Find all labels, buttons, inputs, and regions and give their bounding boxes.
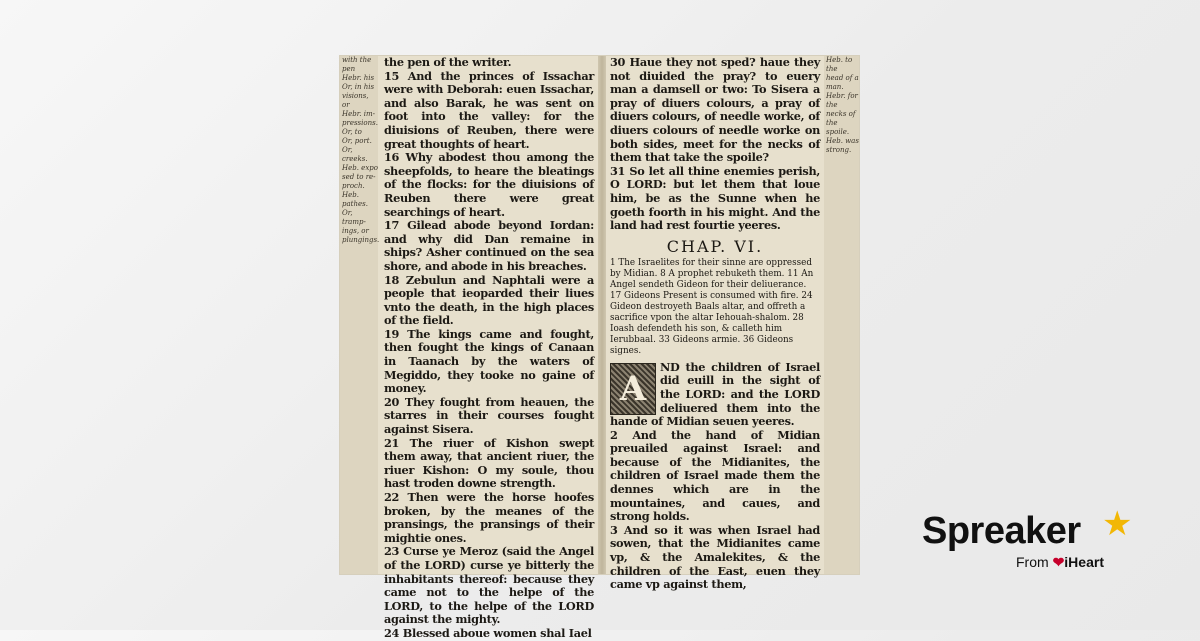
margin-note: the necks of — [826, 101, 856, 118]
verse: 23 Curse ye Meroz (said the Angel of the LORD) curse ye bitterly the inhabitants thereof: because they came not to the helpe of the LORD, to the helpe of the LORD against the mighty. — [384, 544, 594, 627]
verse: 15 And the princes of Issachar were with Deborah: euen Issachar, and also Barak, he was sent on foot into the valley: for the diuisions of Reuben, there were great thoughts of heart. — [384, 68, 594, 151]
verse: 31 So let all thine enemies perish, O LORD: but let them that loue him, be as the Sunne when he goeth foorth in his might. And the land had rest fourtie yeeres. — [610, 163, 820, 233]
right-margin-notes — [824, 56, 859, 574]
dropcap-letter: A — [610, 363, 656, 415]
logo-brand: Spreaker — [922, 510, 1081, 552]
margin-note: Hebr. his — [342, 74, 375, 82]
margin-note: the spoile. — [826, 119, 850, 136]
bible-page-photo — [340, 55, 859, 640]
verse: 18 Zebulun and Naphtali were a people that ieoparded their liues vnto the death, in the high places of the field. — [384, 272, 594, 328]
margin-note: man. — [826, 83, 844, 91]
logo-from: From — [1016, 554, 1049, 570]
margin-note: proch. — [342, 182, 365, 190]
chapter-title: CHAP. VI. — [666, 236, 764, 256]
chapter-summary: 1 The Israelites for their sinne are oppressed by Midian. 8 A prophet rebuketh them. 11 An Angel sendeth Gideon for their deliuerance. 17 Gideons Present is consumed with fire. 24 Gideon destroyeth Baals altar, and offreth a sacrifice vpon the altar Iehouah-shalom. 28 Ioash defendeth his son, & calleth him Ierubbaal. 33 Gideons armie. 36 Gideons signes. — [610, 257, 814, 356]
margin-note: Hebr. for — [826, 92, 858, 100]
margin-note: ings, or — [342, 227, 369, 235]
verse: 24 Blessed aboue women shal Iael — [384, 625, 592, 640]
margin-note: head of a — [826, 74, 859, 82]
margin-note: Heb. to the — [826, 56, 853, 73]
margin-note: Or, port. — [342, 137, 372, 145]
verse: 17 Gilead abode beyond Iordan: and why did Dan remaine in ships? Asher continued on the sea shore, and abode in his breaches. — [384, 218, 594, 273]
margin-note: Or, creeks. — [342, 146, 368, 163]
margin-note: plungings. — [342, 236, 380, 244]
margin-note: visions, or — [342, 92, 369, 109]
margin-note: Or, to — [342, 128, 362, 136]
iheart-icon: ❤ — [1052, 554, 1065, 570]
margin-note: Or, tramp- — [342, 209, 366, 226]
margin-note: Heb. expo — [342, 164, 378, 172]
spreaker-logo[interactable] — [922, 508, 1137, 578]
verse: 21 The riuer of Kishon swept them away, that ancient riuer, the riuer Kishon: O my soule, thou hast troden downe strength. — [384, 435, 594, 491]
verse: 30 Haue they not sped? haue they not diuided the pray? to euery man a damsell or two: To Sisera a pray of diuers colours, a pray of diuers colours, of needle worke, of diuers colours of needle worke on both sides, meet for the necks of them that take the spoile? — [610, 55, 820, 165]
margin-note: Heb. pathes. — [342, 191, 368, 208]
verse: 20 They fought from heauen, the starres in their courses fought against Sisera. — [384, 394, 594, 437]
margin-note: sed to re- — [342, 173, 376, 181]
logo-subtitle — [1016, 554, 1104, 571]
verse: 22 Then were the horse hoofes broken, by the meanes of the pransings, the pransings of their mightie ones. — [384, 490, 594, 545]
margin-note: strong. — [826, 146, 852, 154]
verse: 16 Why abodest thou among the sheepfolds, to heare the bleatings of the flocks: for the diuisions of Reuben there were great searchings of heart. — [384, 150, 594, 219]
star-icon: ★ — [1102, 506, 1133, 543]
page-gutter — [598, 56, 606, 574]
verse: 3 And so it was when Israel had sowen, that the Midianites came vp, & the Amalekites, & the children of the East, euen they came vp against them, — [610, 522, 820, 592]
margin-note: Or, in his — [342, 83, 375, 91]
margin-note: pressions. — [342, 119, 378, 127]
margin-note: with the pen — [342, 56, 372, 73]
left-text-column — [380, 55, 598, 640]
verse: 2 And the hand of Midian preuailed against Israel: and because of the Midianites, the children of Israel made them the dennes which are in the mountaines, and caues, and strong holds. — [610, 427, 820, 524]
margin-note: Hebr. im- — [342, 110, 375, 118]
right-text-column — [606, 55, 824, 592]
verse: the pen of the writer. — [384, 55, 512, 69]
verse: ND the children of Israel did euill in the sight of the LORD: and the LORD deliuered them into the hande of Midian seuen yeeres. — [610, 359, 820, 429]
logo-partner: iHeart — [1064, 554, 1104, 570]
left-margin-notes — [340, 56, 378, 574]
verse: 19 The kings came and fought, then fought the kings of Canaan in Taanach by the waters of Megiddo, they tooke no gaine of money. — [384, 326, 594, 396]
margin-note: Heb. was — [826, 137, 859, 145]
